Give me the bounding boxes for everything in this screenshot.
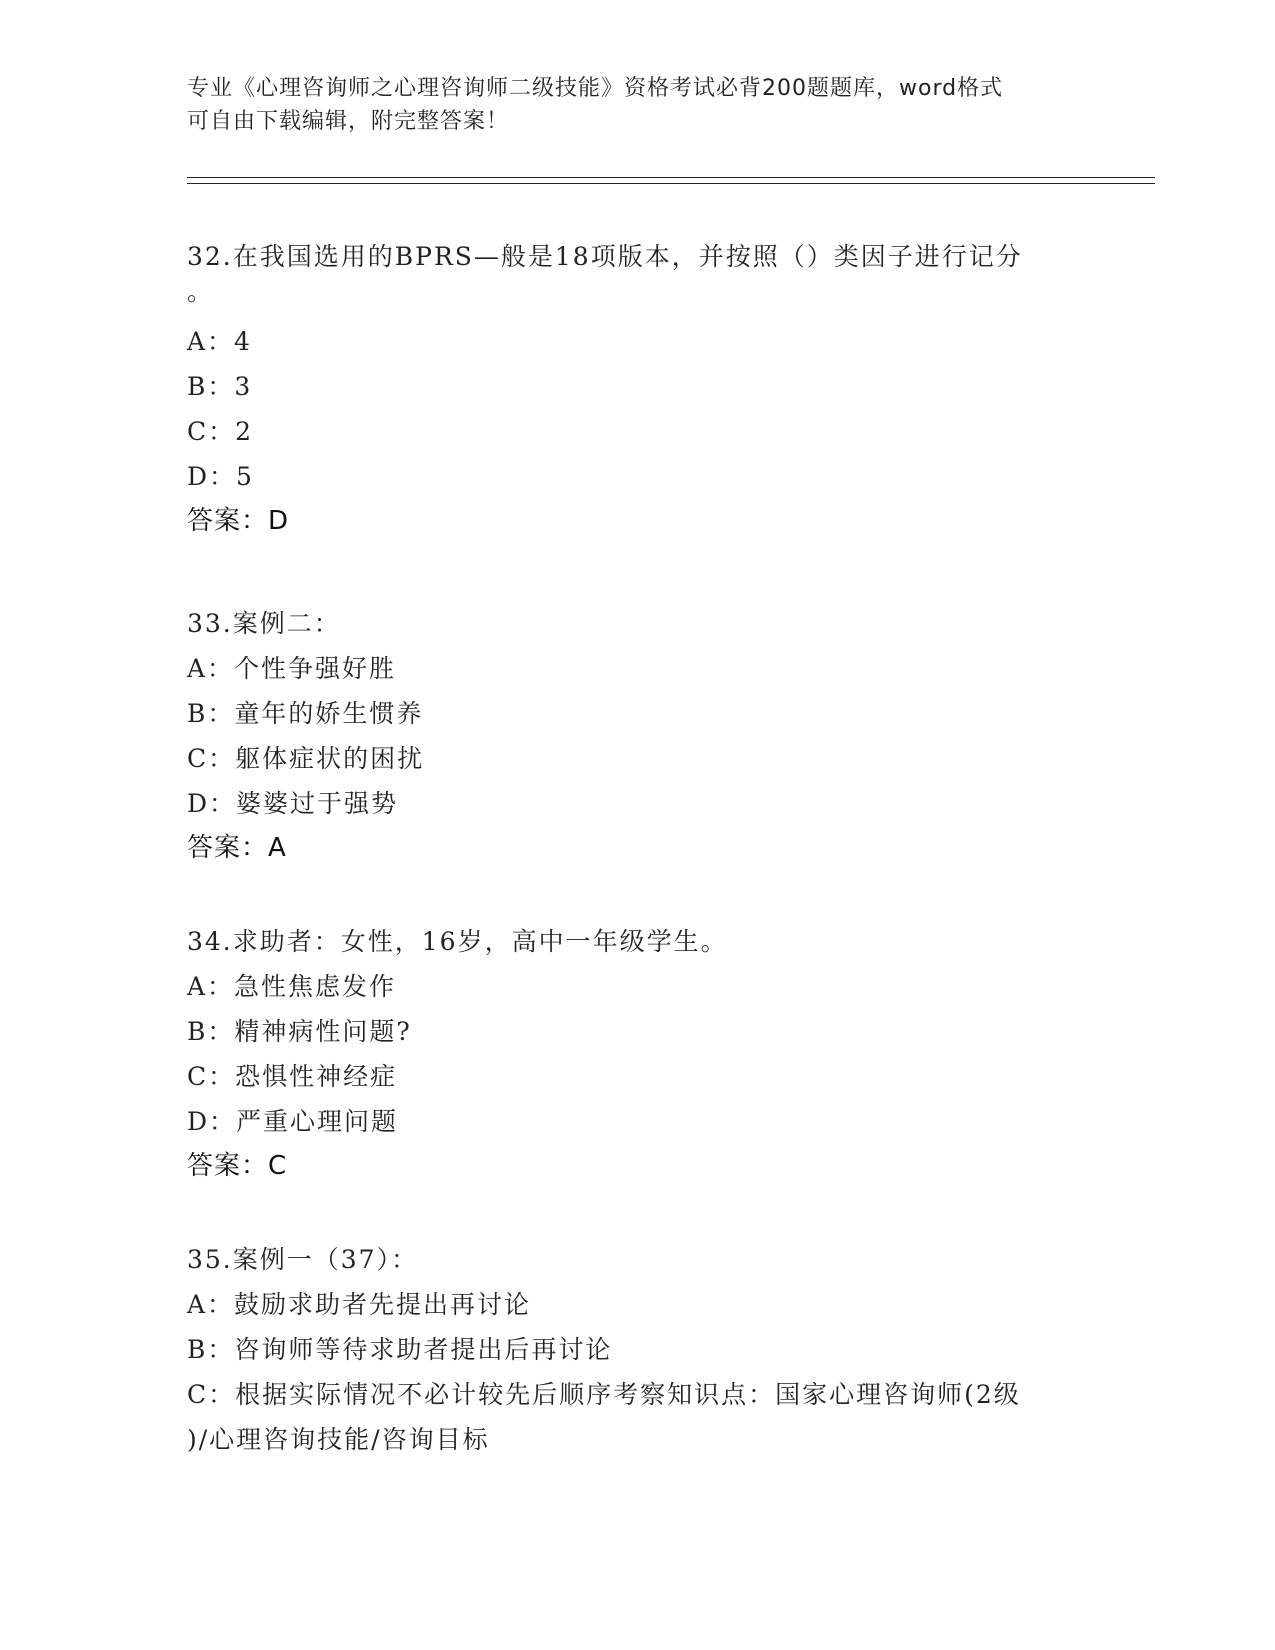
header-divider-bottom (187, 183, 1155, 184)
question-stem: 35.案例一（37）： (187, 1245, 419, 1274)
option-c: C：根据实际情况不必计较先后顺序考察知识点：国家心理咨询师(2级 (187, 1380, 1021, 1409)
option-c-continuation: )/心理咨询技能/咨询目标 (187, 1425, 490, 1454)
question-stem-continuation: 。 (187, 277, 215, 306)
option-a: A：4 (187, 327, 252, 356)
option-c: C：恐惧性神经症 (187, 1062, 398, 1091)
question-35 (187, 1237, 1087, 1462)
option-a: A：鼓励求助者先提出再讨论 (187, 1290, 532, 1319)
answer-line: 答案：C (187, 1151, 288, 1181)
question-34 (187, 919, 1087, 1189)
option-b: B：精神病性问题? (187, 1017, 412, 1046)
question-stem: 32.在我国选用的BPRS—般是18项版本，并按照（）类因子进行记分 (187, 242, 1023, 271)
option-c: C：躯体症状的困扰 (187, 744, 425, 773)
question-32 (187, 234, 1087, 544)
header-divider-top (187, 177, 1155, 178)
option-d: D：严重心理问题 (187, 1107, 399, 1136)
option-b: B：咨询师等待求助者提出后再讨论 (187, 1335, 613, 1364)
question-stem: 34.求助者：女性，16岁，高中一年级学生。 (187, 927, 728, 956)
option-c: C：2 (187, 417, 254, 446)
document-header (187, 72, 1067, 138)
answer-line: 答案：D (187, 506, 290, 536)
option-b: B：童年的娇生惯养 (187, 699, 424, 728)
option-d: D：5 (187, 462, 254, 491)
header-title-line-1: 专业《心理咨询师之心理咨询师二级技能》资格考试必背200题题库，word格式 (187, 76, 1004, 101)
question-stem: 33.案例二： (187, 609, 341, 638)
header-title-line-2: 可自由下载编辑，附完整答案！ (187, 109, 510, 134)
answer-line: 答案：A (187, 833, 287, 863)
option-b: B：3 (187, 372, 253, 401)
option-d: D：婆婆过于强势 (187, 789, 399, 818)
option-a: A：急性焦虑发作 (187, 972, 397, 1001)
option-a: A：个性争强好胜 (187, 654, 397, 683)
question-33 (187, 601, 1087, 871)
